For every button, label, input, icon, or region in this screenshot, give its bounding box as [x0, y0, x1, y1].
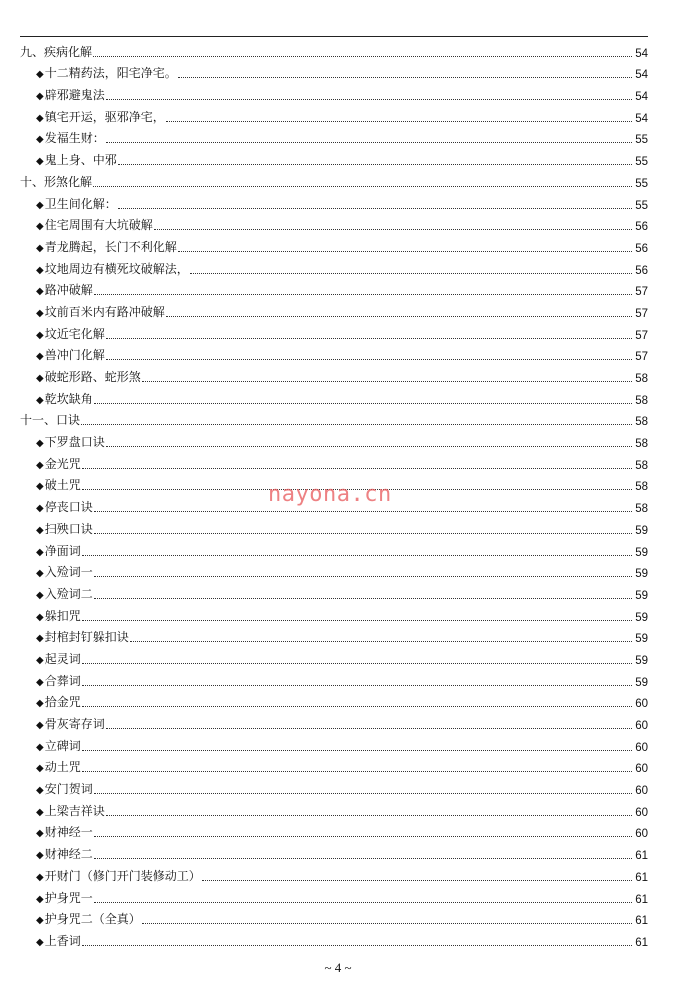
dot-leader [82, 468, 632, 469]
dot-leader [118, 164, 632, 165]
toc-entry-label [36, 455, 81, 472]
toc-entry-page: 54 [635, 91, 648, 104]
toc-entry[interactable] [20, 212, 648, 234]
toc-entry-page: 60 [635, 720, 648, 732]
toc-entry-label [36, 129, 105, 146]
dot-leader [106, 359, 632, 360]
toc-entry-label [36, 151, 117, 168]
toc-entry-text: 坟地周边有横死坟破解法， [44, 261, 189, 276]
toc-entry[interactable] [20, 884, 648, 906]
toc-entry[interactable] [20, 146, 648, 168]
toc-entry-label [36, 910, 141, 927]
diamond-bullet-icon: ◆ [36, 329, 44, 341]
toc-entry[interactable] [20, 710, 648, 732]
dot-leader [166, 316, 632, 317]
dot-leader [106, 142, 632, 143]
toc-entry-page: 54 [635, 112, 648, 125]
dot-leader [106, 446, 632, 447]
toc-entry-page: 58 [635, 481, 648, 494]
diamond-bullet-icon: ◆ [36, 438, 44, 450]
toc-entry-text: 净面词 [44, 543, 81, 558]
header-rule [20, 36, 648, 37]
diamond-bullet-icon: ◆ [36, 503, 44, 515]
toc-entry-label [36, 823, 93, 840]
toc-entry-text: 动土咒 [44, 760, 81, 775]
toc-entry-label [36, 845, 93, 862]
toc-entry-label [36, 563, 93, 580]
toc-entry[interactable] [20, 298, 648, 320]
diamond-bullet-icon: ◆ [36, 242, 44, 254]
toc-entry-label [36, 498, 93, 515]
diamond-bullet-icon: ◆ [36, 546, 44, 558]
toc-entry-label [36, 802, 105, 819]
toc-entry[interactable] [20, 689, 648, 711]
dot-leader [82, 685, 632, 686]
toc-entry-text: 卫生间化解： [44, 196, 117, 211]
toc-entry-label [36, 216, 153, 233]
diamond-bullet-icon: ◆ [36, 763, 44, 775]
diamond-bullet-icon: ◆ [36, 286, 44, 298]
toc-section[interactable] [20, 407, 648, 429]
toc-entry-page: 61 [635, 915, 648, 928]
toc-entry-text: 躲扣咒 [44, 608, 81, 623]
diamond-bullet-icon: ◆ [36, 373, 44, 384]
watermark: nayona.cn [268, 482, 392, 507]
toc-entry-label [36, 368, 141, 385]
toc-entry-text: 入殓词一 [44, 565, 93, 580]
diamond-bullet-icon: ◆ [36, 828, 44, 840]
toc-entry-text: 停丧口诀 [44, 500, 93, 515]
toc-entry[interactable] [20, 125, 648, 147]
toc-entry-text: 入殓词二 [44, 586, 93, 601]
dot-leader [142, 381, 632, 382]
toc-entry-page: 56 [635, 264, 648, 277]
toc-entry[interactable] [20, 81, 648, 103]
toc-entry-text: 护身咒二（全真） [44, 912, 141, 927]
toc-entry-label [20, 43, 92, 60]
toc-entry-text: 乾坎缺角 [44, 391, 93, 406]
toc-entry-page: 58 [635, 373, 648, 385]
toc-entry[interactable] [20, 537, 648, 559]
toc-entry-text: 十一、口诀 [20, 413, 81, 428]
toc-entry[interactable] [20, 277, 648, 299]
toc-entry-label [36, 780, 93, 797]
diamond-bullet-icon: ◆ [36, 850, 44, 862]
toc-entry[interactable] [20, 602, 648, 624]
toc-entry-page: 59 [635, 611, 648, 624]
toc-entry-label [20, 411, 80, 428]
dot-leader [94, 836, 632, 837]
dot-leader [94, 403, 632, 404]
toc-entry-text: 十、形煞化解 [20, 174, 93, 189]
dot-leader [81, 424, 632, 425]
diamond-bullet-icon: ◆ [36, 69, 44, 81]
toc-entry-page: 61 [635, 850, 648, 863]
toc-entry-label [36, 628, 129, 645]
toc-entry-page: 59 [635, 654, 648, 667]
toc-entry[interactable] [20, 233, 648, 255]
toc-entry-page: 58 [635, 394, 648, 407]
toc-entry-page: 61 [635, 893, 648, 906]
dot-leader [93, 56, 632, 57]
diamond-bullet-icon: ◆ [36, 915, 44, 927]
dot-leader [82, 663, 632, 664]
toc-entry[interactable] [20, 797, 648, 819]
diamond-bullet-icon: ◆ [36, 589, 44, 601]
dot-leader [82, 706, 632, 707]
dot-leader [106, 338, 632, 339]
toc-entry-page: 55 [635, 177, 648, 190]
toc-entry-text: 骨灰寄存词 [44, 717, 105, 731]
toc-entry-text: 上梁吉祥诀 [44, 803, 105, 818]
toc-entry-text: 坟近宅化解 [44, 326, 105, 341]
toc-entry[interactable] [20, 342, 648, 364]
dot-leader [94, 294, 632, 295]
toc-entry-page: 61 [635, 871, 648, 884]
page-number: ~ 4 ~ [324, 960, 352, 975]
toc-entry[interactable] [20, 819, 648, 841]
toc-entry-label [36, 932, 81, 949]
diamond-bullet-icon: ◆ [36, 568, 44, 580]
diamond-bullet-icon: ◆ [36, 199, 44, 211]
diamond-bullet-icon: ◆ [36, 936, 44, 948]
toc-entry-label [36, 303, 165, 320]
toc-entry-label [36, 585, 93, 602]
toc-entry[interactable] [20, 732, 648, 754]
diamond-bullet-icon: ◆ [36, 806, 44, 818]
toc-entry[interactable] [20, 320, 648, 342]
toc-entry-text: 安门贺词 [44, 782, 93, 797]
toc-entry-page: 58 [635, 503, 648, 516]
toc-entry-page: 58 [635, 438, 648, 451]
diamond-bullet-icon: ◆ [36, 351, 44, 363]
toc-entry[interactable] [20, 775, 648, 797]
toc-entry-label [36, 867, 201, 884]
dot-leader [93, 186, 632, 187]
toc-entry-label [36, 346, 105, 363]
diamond-bullet-icon: ◆ [36, 156, 44, 168]
toc-entry-label [36, 433, 105, 450]
toc-entry[interactable] [20, 840, 648, 862]
toc-entry-label [36, 86, 105, 103]
toc-section[interactable] [20, 168, 648, 190]
toc-entry-page: 61 [635, 936, 648, 949]
toc-entry-text: 护身咒一 [44, 890, 93, 905]
toc-entry-text: 封棺封钉躲扣诀 [44, 630, 129, 645]
toc-entry[interactable] [20, 450, 648, 472]
toc-entry-page: 60 [635, 698, 648, 711]
toc-entry-page: 60 [635, 741, 648, 754]
toc-entry-page: 60 [635, 785, 648, 798]
toc-entry-page: 55 [635, 199, 648, 212]
toc-entry-text: 财神经二 [44, 847, 93, 862]
toc-entry-label [36, 889, 93, 906]
toc-entry-page: 60 [635, 763, 648, 776]
toc-entry-page: 54 [635, 47, 648, 60]
toc-entry-text: 下罗盘口诀 [44, 435, 105, 450]
dot-leader [106, 815, 632, 816]
toc-entry-label [20, 173, 92, 190]
toc-entry-text: 路冲破解 [44, 283, 93, 298]
toc-entry[interactable] [20, 624, 648, 646]
dot-leader [94, 598, 632, 599]
diamond-bullet-icon: ◆ [36, 633, 44, 645]
diamond-bullet-icon: ◆ [36, 654, 44, 666]
toc-entry-label [36, 325, 105, 342]
toc-entry-text: 鬼上身、中邪 [44, 153, 117, 168]
diamond-bullet-icon: ◆ [36, 481, 44, 493]
dot-leader [190, 273, 632, 274]
dot-leader [118, 208, 632, 209]
toc-entry-page: 57 [635, 329, 648, 342]
toc-entry-page: 59 [635, 524, 648, 537]
diamond-bullet-icon: ◆ [36, 698, 44, 710]
diamond-bullet-icon: ◆ [36, 741, 44, 753]
toc-entry-text: 辟邪避鬼法 [44, 88, 105, 103]
dot-leader [94, 793, 632, 794]
diamond-bullet-icon: ◆ [36, 394, 44, 406]
toc-entry-page: 59 [635, 568, 648, 581]
diamond-bullet-icon: ◆ [36, 459, 44, 471]
toc-entry[interactable] [20, 559, 648, 581]
toc-entry[interactable] [20, 255, 648, 277]
dot-leader [82, 771, 632, 772]
toc-entry[interactable] [20, 927, 648, 949]
diamond-bullet-icon: ◆ [36, 134, 44, 146]
diamond-bullet-icon: ◆ [36, 112, 44, 124]
toc-entry-page: 57 [635, 286, 648, 299]
toc-entry-text: 坟前百米内有路冲破解 [44, 304, 165, 319]
toc-entry[interactable] [20, 580, 648, 602]
toc-entry-text: 开财门（修门开门装修动工） [44, 868, 201, 883]
toc-entry-page: 55 [635, 134, 648, 147]
dot-leader [82, 555, 632, 556]
toc-entry-text: 镇宅开运，驱邪净宅， [44, 109, 165, 124]
dot-leader [106, 728, 632, 729]
toc-entry-page: 58 [635, 416, 648, 429]
toc-entry-label [36, 693, 81, 710]
dot-leader [178, 251, 632, 252]
toc-entry[interactable] [20, 862, 648, 884]
toc-entry-page: 54 [635, 69, 648, 82]
toc-entry-label [36, 715, 105, 732]
diamond-bullet-icon: ◆ [36, 893, 44, 905]
toc-entry-label [36, 672, 81, 689]
toc-entry-label [36, 108, 165, 125]
diamond-bullet-icon: ◆ [36, 676, 44, 688]
dot-leader [82, 945, 632, 946]
diamond-bullet-icon: ◆ [36, 720, 44, 731]
toc-entry-text: 立碑词 [44, 738, 81, 753]
dot-leader [94, 511, 632, 512]
toc-entry-page: 59 [635, 676, 648, 689]
dot-leader [166, 121, 632, 122]
toc-entry-text: 住宅周围有大坑破解 [44, 218, 153, 233]
dot-leader [202, 880, 632, 881]
toc-entry-page: 59 [635, 633, 648, 646]
toc-entry-text: 上香词 [44, 933, 81, 948]
toc-entry-label [36, 607, 81, 624]
toc-entry-label [36, 64, 177, 81]
toc-entry-label [36, 758, 81, 775]
toc-entry-text: 破土咒 [44, 478, 81, 493]
toc-entry[interactable] [20, 60, 648, 82]
toc-entry-page: 60 [635, 828, 648, 841]
dot-leader [154, 229, 632, 230]
toc-entry-label [36, 737, 81, 754]
toc-entry-text: 青龙腾起，长门不利化解 [44, 239, 177, 254]
dot-leader [142, 923, 632, 924]
toc-entry[interactable] [20, 645, 648, 667]
diamond-bullet-icon: ◆ [36, 307, 44, 319]
toc-entry-page: 56 [635, 242, 648, 255]
toc-entry-label [36, 260, 189, 277]
dot-leader [82, 620, 632, 621]
toc-entry[interactable] [20, 190, 648, 212]
diamond-bullet-icon: ◆ [36, 264, 44, 276]
dot-leader [94, 533, 632, 534]
toc-entry-page: 59 [635, 589, 648, 602]
toc-entry-label [36, 542, 81, 559]
toc-entry-label [36, 476, 81, 493]
diamond-bullet-icon: ◆ [36, 611, 44, 623]
dot-leader [94, 576, 632, 577]
toc-section[interactable] [20, 38, 648, 60]
toc-entry[interactable] [20, 754, 648, 776]
toc-entry-page: 55 [635, 156, 648, 169]
toc-entry-text: 扫殃口诀 [44, 521, 93, 536]
toc-entry[interactable] [20, 906, 648, 928]
toc-entry[interactable] [20, 385, 648, 407]
toc-entry-label [36, 390, 93, 407]
toc-entry-text: 金光咒 [44, 456, 81, 471]
toc-entry[interactable] [20, 103, 648, 125]
diamond-bullet-icon: ◆ [36, 785, 44, 797]
toc-entry-text: 发福生财： [44, 131, 105, 146]
toc-entry-text: 九、疾病化解 [20, 44, 93, 59]
dot-leader [130, 641, 632, 642]
dot-leader [178, 77, 632, 78]
toc-entry-text: 拾金咒 [44, 695, 81, 710]
diamond-bullet-icon: ◆ [36, 871, 44, 883]
dot-leader [106, 99, 632, 100]
toc-entry-text: 兽冲门化解 [44, 348, 105, 363]
dot-leader [94, 902, 632, 903]
toc-entry-label [36, 650, 81, 667]
toc-entry[interactable] [20, 363, 648, 385]
toc-entry-page: 59 [635, 546, 648, 559]
toc-entry[interactable] [20, 667, 648, 689]
dot-leader [82, 750, 632, 751]
toc-entry-text: 起灵词 [44, 651, 81, 666]
toc-entry-text: 破蛇形路、蛇形煞 [44, 370, 141, 384]
diamond-bullet-icon: ◆ [36, 91, 44, 103]
toc-entry-label [36, 281, 93, 298]
toc-entry-page: 58 [635, 459, 648, 472]
toc-entry-text: 十二精药法，阳宅净宅。 [44, 66, 177, 81]
toc-entry-label [36, 195, 117, 212]
toc-entry-text: 财神经一 [44, 825, 93, 840]
toc-entry[interactable] [20, 428, 648, 450]
toc-entry-page: 56 [635, 221, 648, 234]
toc-entry-page: 60 [635, 806, 648, 819]
toc-entry[interactable] [20, 515, 648, 537]
toc-entry-page: 57 [635, 351, 648, 364]
diamond-bullet-icon: ◆ [36, 221, 44, 233]
toc-entry-page: 57 [635, 307, 648, 320]
toc-entry-text: 合葬词 [44, 673, 81, 688]
diamond-bullet-icon: ◆ [36, 524, 44, 536]
toc-entry-label [36, 238, 177, 255]
toc-entry-label [36, 520, 93, 537]
dot-leader [94, 858, 632, 859]
